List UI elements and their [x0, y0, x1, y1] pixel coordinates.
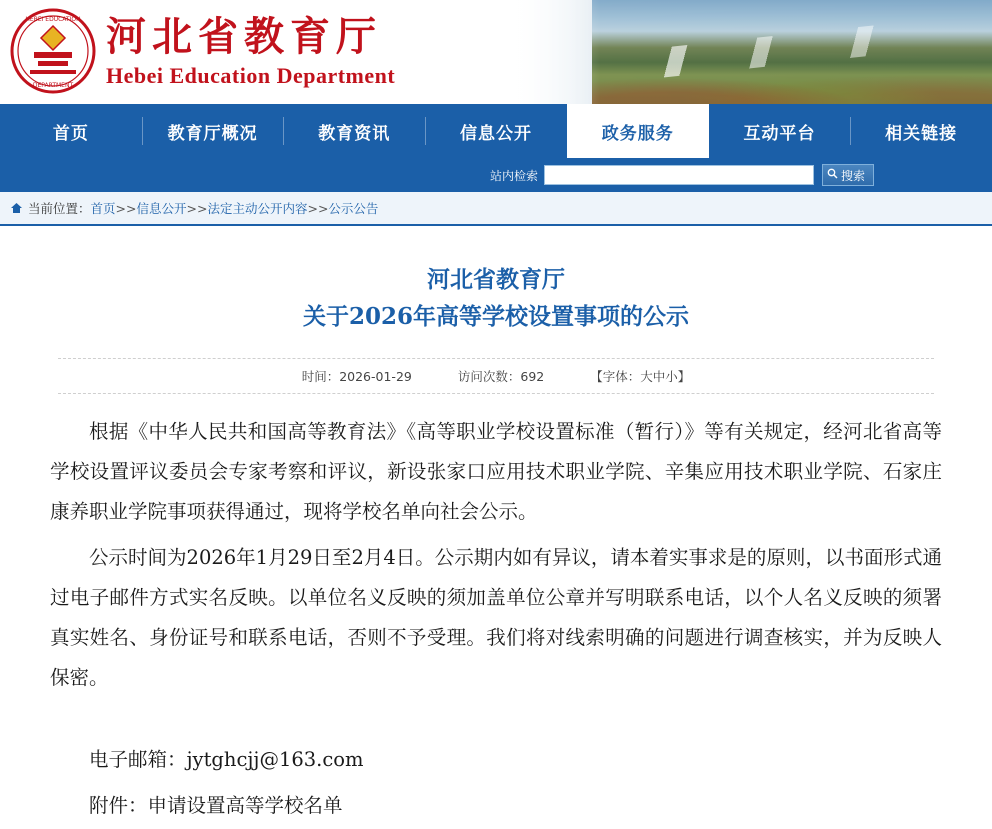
nav-item-news[interactable]: 教育资讯 [283, 104, 425, 158]
site-title-block [106, 14, 395, 90]
search-button[interactable] [822, 164, 874, 186]
svg-text:HEBEI EDUCATION: HEBEI EDUCATION [25, 16, 81, 23]
hebei-education-logo [10, 8, 96, 94]
article-visits-value: 692 [520, 369, 545, 384]
font-size-medium[interactable]: 中 [652, 369, 666, 384]
breadcrumb-separator-1: >> [115, 200, 137, 216]
nav-item-related-links[interactable]: 相关链接 [850, 104, 992, 158]
nav-item-government-services[interactable]: 政务服务 [567, 104, 709, 158]
site-header [0, 0, 992, 104]
search-label: 站内检索 [489, 168, 538, 183]
font-size-large[interactable]: 大 [640, 369, 653, 384]
font-size-control [590, 367, 690, 385]
main-navigation [0, 104, 992, 158]
article-time-value: 2026-01-29 [339, 369, 412, 384]
breadcrumb-separator-2: >> [186, 200, 208, 216]
header-photo-fade [480, 0, 600, 104]
search-input[interactable] [544, 165, 814, 185]
nav-item-overview[interactable]: 教育厅概况 [142, 104, 284, 158]
article-visits-label: 访问次数： [457, 369, 521, 384]
site-title-cn: 河北省教育厅 [106, 13, 382, 60]
article-container [0, 226, 992, 826]
article-title-line-1: 河北省教育厅 [427, 266, 565, 293]
site-search-bar [0, 158, 992, 192]
article-meta [58, 358, 934, 394]
search-icon [827, 168, 838, 182]
breadcrumb-item-announcements[interactable]: 公示公告 [328, 201, 379, 216]
article-time-label: 时间： [301, 369, 340, 384]
article-attachment-line[interactable]: 附件：申请设置高等学校名单 [89, 794, 343, 817]
breadcrumb-item-home[interactable]: 首页 [90, 201, 116, 216]
article-visits [458, 367, 544, 385]
article-paragraph-2: 公示时间为2026年1月29日至2月4日。公示期内如有异议，请本着实事求是的原则，以书面形式通过电子邮件方式实名反映。以单位名义反映的须加盖单位公章并写明联系电话，以个人名义反映的须署真实姓名、身份证号和联系电话，否则不予受理。我们将对线索明确的问题进行调查核实，并为反映人保密。 [50, 546, 942, 689]
home-icon [10, 202, 23, 215]
article-time [302, 367, 412, 385]
nav-item-interactive-platform[interactable]: 互动平台 [743, 123, 816, 144]
article-title-line-2: 关于2026年高等学校设置事项的公示 [302, 303, 689, 330]
site-title-en: Hebei Education Department [106, 63, 396, 88]
font-size-suffix: 】 [677, 369, 691, 384]
article-email-line: 电子邮箱：jytghcjj@163.com [89, 748, 364, 771]
article-body [50, 412, 942, 826]
header-banner-photo [592, 0, 992, 104]
svg-text:DEPARTMENT: DEPARTMENT [32, 82, 74, 89]
article-paragraph-1: 根据《中华人民共和国高等教育法》《高等职业学校设置标准（暂行）》等有关规定，经河北省高等学校设置评议委员会专家考察和评议，新设张家口应用技术职业学院、辛集应用技术职业学院、石家庄康养职业学院事项获得通过，现将学校名单向社会公示。 [50, 420, 942, 523]
font-size-label: 【字体： [590, 369, 641, 384]
search-button-label: 搜索 [840, 168, 865, 183]
breadcrumb-prefix: 当前位置： [28, 201, 91, 216]
font-size-small[interactable]: 小 [665, 369, 678, 384]
nav-item-home[interactable]: 首页 [52, 123, 89, 144]
breadcrumb [0, 192, 992, 226]
breadcrumb-separator-3: >> [307, 200, 329, 216]
nav-item-info-disclosure[interactable]: 信息公开 [425, 104, 567, 158]
breadcrumb-item-info-disclosure[interactable]: 信息公开 [136, 201, 187, 216]
page-title [30, 226, 962, 336]
breadcrumb-item-legal-disclosure[interactable]: 法定主动公开内容 [207, 201, 308, 216]
